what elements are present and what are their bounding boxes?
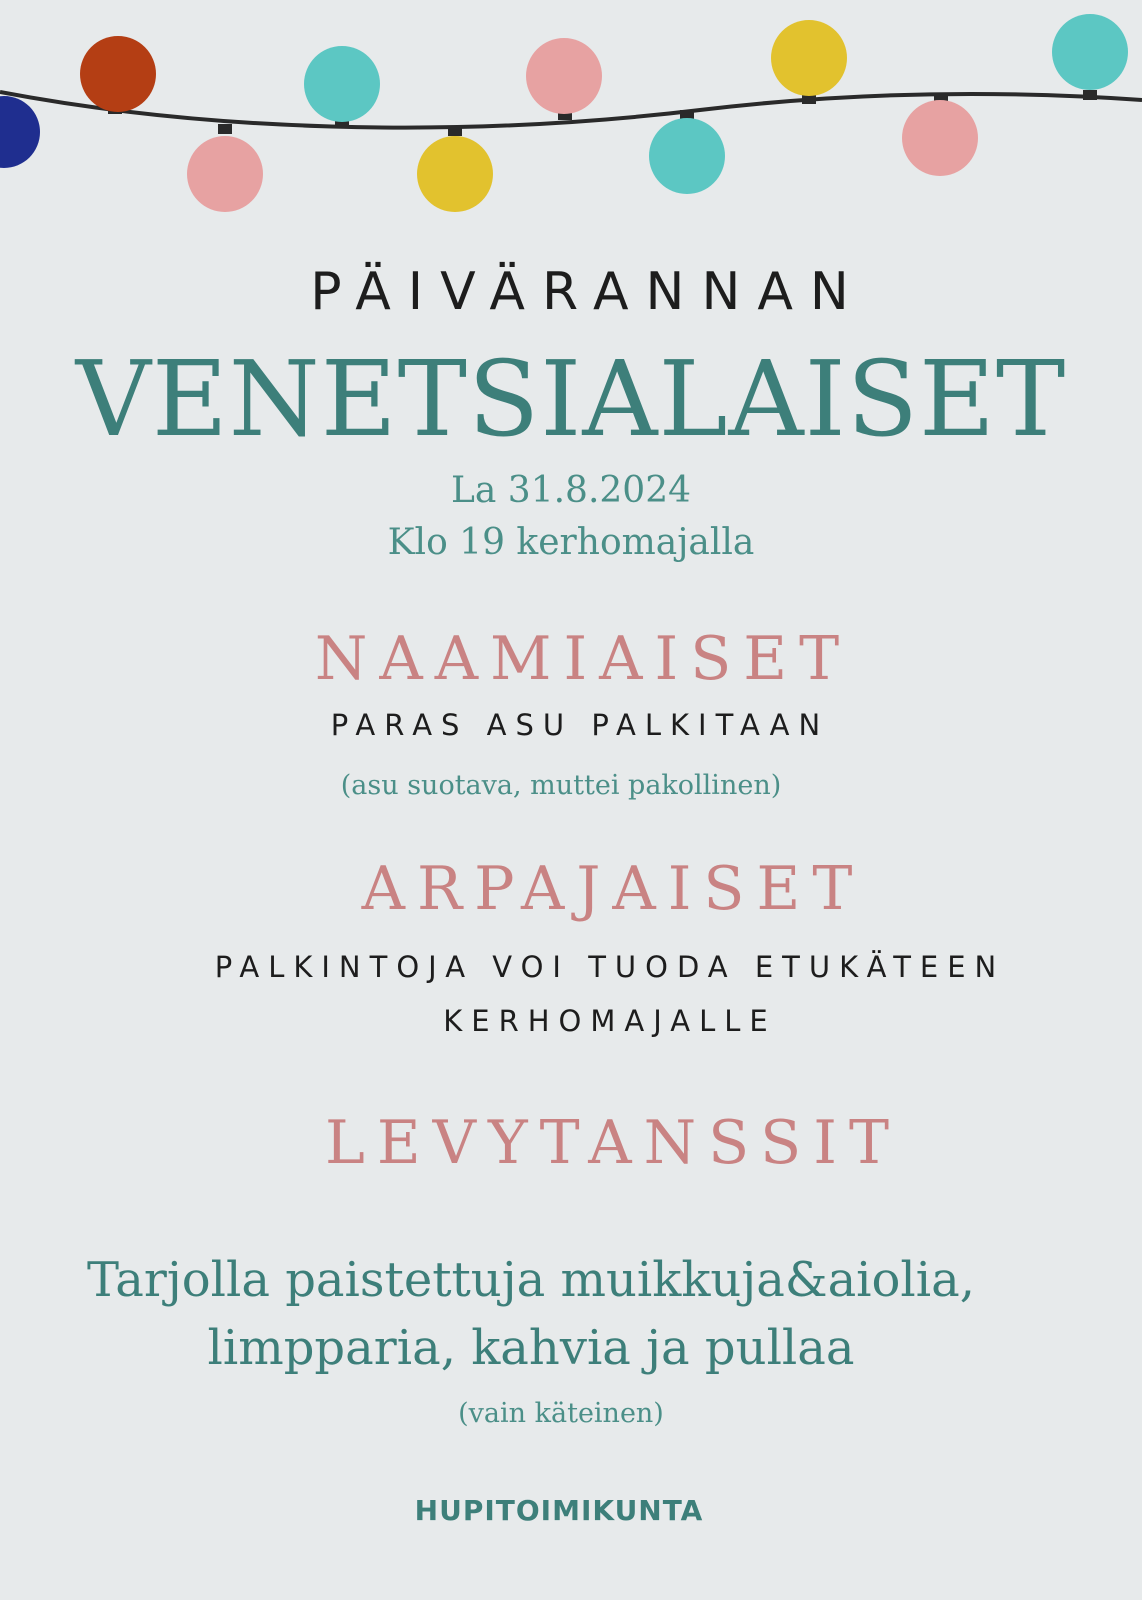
- lantern-pink: [526, 38, 602, 120]
- lantern-turquoise: [649, 110, 725, 194]
- lantern-turquoise: [304, 46, 380, 128]
- section-heading-levytanssit: LEVYTANSSIT: [324, 1108, 902, 1178]
- event-time-place: Klo 19 kerhomajalla: [387, 522, 755, 563]
- string-lights-icon: [0, 0, 1142, 240]
- lantern-yellow: [417, 126, 493, 212]
- lantern-yellow: [771, 20, 847, 104]
- offer-line-1: Tarjolla paistettuja muikkuja&aiolia,: [86, 1252, 976, 1308]
- section-text-naamiaiset: PARAS ASU PALKITAAN: [330, 708, 830, 742]
- offer-line-2: limpparia, kahvia ja pullaa: [207, 1320, 855, 1376]
- lantern-pink: [187, 124, 263, 212]
- section-text-arpajaiset-1: PALKINTOJA VOI TUODA ETUKÄTEEN: [214, 950, 1006, 984]
- offer-note: (vain käteinen): [458, 1398, 664, 1429]
- organizer-name: HUPITOIMIKUNTA: [414, 1494, 704, 1527]
- poster-title: VENETSIALAISET: [75, 338, 1067, 460]
- lantern-rust: [80, 36, 156, 114]
- lantern-pink: [902, 94, 978, 176]
- section-text-arpajaiset-2: KERHOMAJALLE: [443, 1004, 777, 1038]
- lantern-turquoise: [1052, 14, 1128, 100]
- section-note-naamiaiset: (asu suotava, muttei pakollinen): [340, 770, 782, 801]
- event-date: La 31.8.2024: [450, 470, 692, 511]
- poster-kicker: PÄIVÄRANNAN: [310, 262, 866, 322]
- lantern-navy: [0, 96, 40, 168]
- section-heading-arpajaiset: ARPAJAISET: [361, 854, 865, 924]
- section-heading-naamiaiset: NAAMIAISET: [314, 624, 852, 694]
